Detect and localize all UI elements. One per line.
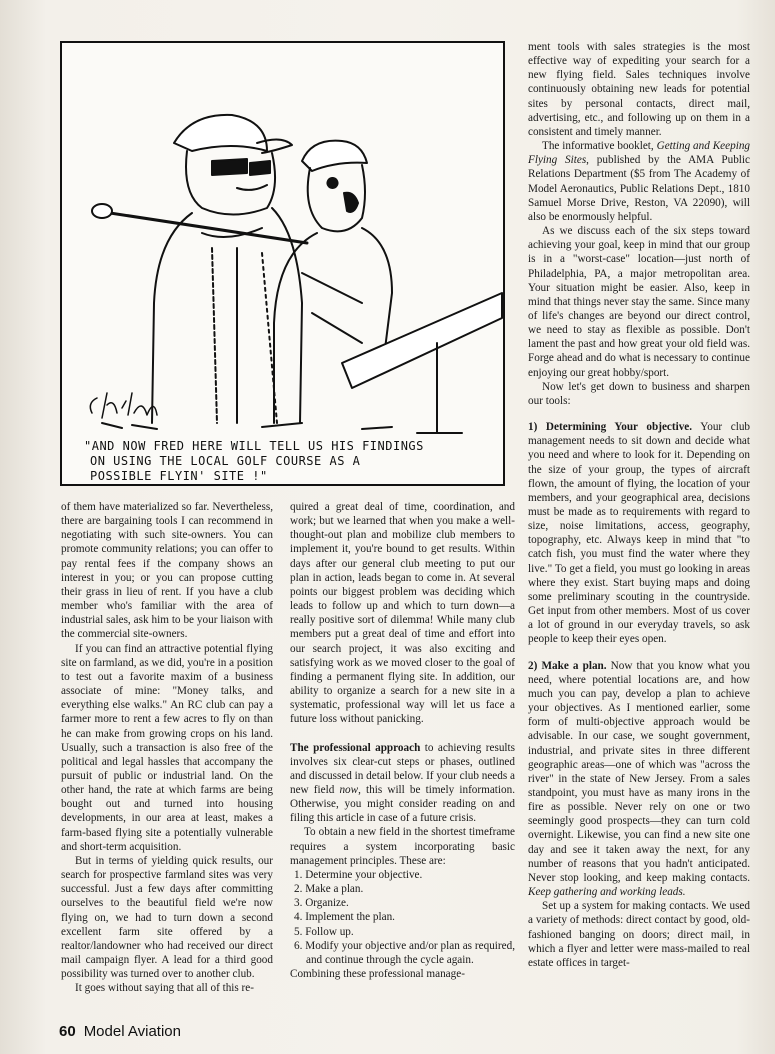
- paragraph: of them have materialized so far. Nevertheless, there are bargaining tools I can recommend in negotiating with such site-owners. You can promote community relations; you can offer to pay rental fees if the company shows an interest in you; or you can propose cutting their grass in lieu of rent. If you have a club member who's familiar with the area of industrial sales, ask him to be your liaison with the commercial site-owners.: [61, 501, 273, 641]
- paragraph: [290, 741, 515, 826]
- magazine-name: Model Aviation: [83, 1023, 181, 1040]
- article-column-2: [290, 500, 515, 981]
- emphasis: Keep gathering and working leads.: [528, 886, 686, 899]
- text: , this will be timely information. Otherwise, you might consider reading on and filing this article in case of a future crisis.: [290, 783, 515, 825]
- list-item: 3. Organize.: [294, 897, 349, 910]
- emphasis: now: [339, 783, 359, 796]
- section-determining-objective: [528, 420, 750, 647]
- list-item: 5. Follow up.: [294, 925, 354, 938]
- article-column-1: [61, 500, 273, 995]
- paragraph: Combining these professional manage-: [290, 968, 465, 980]
- text: , published by the AMA Public Relations Department ($5 from The Academy of Model Aeronautics, Public Relations Dept., 1810 Samuel Morse Drive, Reston, VA 22090), will also be enormously helpful.: [528, 154, 750, 223]
- paragraph: To obtain a new field in the shortest timeframe requires a system incorporating basic management principles. These are:: [290, 826, 515, 867]
- paragraph: [528, 139, 750, 224]
- bold-lead-in: The professional approach: [290, 741, 421, 754]
- cartoon-illustration: [62, 43, 503, 484]
- section-heading: 1) Determining Your objective.: [528, 421, 693, 434]
- text: Now that you know what you need, where potential locations are, and how much you can pay, develop a plan to achieve your objectives. As I mentioned earlier, some form of multi-objective approach would be advisable. In our case, we sought government, industrial, and private sites in three different geographic areas—one of which was "across the river" in the state of New Jersey. From a sales standpoint, you must have as many irons in the fire as possible. Never rely on one or two seemingly good prospects—they can turn cold overnight. Likewise, you can find a new site one day and see it taken away the next, for any number of reasons that you hadn't anticipated. Never stop looking, and keep making contacts.: [528, 659, 750, 884]
- caption-line: POSSIBLE FLYIN' SITE !": [90, 469, 268, 483]
- list-item: 6. Modify your objective and/or plan as required, and continue through the cycle again.: [294, 939, 515, 966]
- booklet-title: Getting and Keeping Flying Sites: [528, 140, 751, 167]
- cartoon-signature: [92, 423, 95, 424]
- page-footer: [59, 1023, 181, 1040]
- cartoon-caption: [84, 439, 504, 484]
- paragraph: ment tools with sales strategies is the most effective way of expediting your search for a new flying field. Sales techniques involve continuously obtaining new leads for potential sites by personal contacts, direct mail, advertising, etc., and following up on them in a consistent and timely manner.: [528, 41, 750, 138]
- steps-list: [290, 868, 515, 967]
- list-item: 4. Implement the plan.: [294, 911, 395, 924]
- text: to achieving results involves six clear-cut steps or phases, outlined and discussed in detail below. If your club needs a new field: [290, 741, 515, 796]
- caption-line: ON USING THE LOCAL GOLF COURSE AS A: [90, 454, 361, 468]
- list-item: 1. Determine your objective.: [294, 868, 423, 881]
- article-column-3: [528, 40, 750, 970]
- section-make-plan: [528, 659, 750, 900]
- text: The informative booklet,: [542, 140, 657, 153]
- section-heading: 2) Make a plan.: [528, 659, 607, 672]
- caption-line: "AND NOW FRED HERE WILL TELL US HIS FINDINGS: [84, 439, 424, 453]
- paragraph: quired a great deal of time, coordination, and work; but we learned that when you make a well-thought-out plan and mobilize club members to implement it, you're bound to get results. Within days after our general club meeting to put our plan in action, leads began to come in. At several points our biggest problem was deciding which leads to follow up and which to turn down—a really positive sort of dilemma! While many club members put a great deal of time and effort into our search project, it was also exciting and satisfying work as we moved closer to the goal of finding a permanent flying site. In addition, our ability to organize a search for a new site in a systematic, professional way will let us face a future loss without panicking.: [290, 501, 515, 726]
- paragraph: Now let's get down to business and sharpen our tools:: [528, 380, 750, 407]
- paragraph: As we discuss each of the six steps toward achieving your goal, keep in mind that our group is in a "worst-case" location—just north of Philadelphia, PA, a major metropolitan area. Your situation might be easier. Also, keep in mind that things never stay the same. Since many of life's changes are beyond our direct control, we need to stay as flexible as possible. Don't lament the past and how great your old field was. Forge ahead and do what is necessary to continue enjoying our great hobby/sport.: [528, 225, 750, 379]
- paragraph: If you can find an attractive potential flying site on farmland, as we did, you're in a position to test out a favorite maxim of a business associate of mine: "Money talks, and everything else walks." An RC club can pay a farmer more to rent a few acres to fly on than he can make from growing crops on his land. Usually, such a transaction is also free of the political and legal hassles that accompany the pursuit of public or industrial land. On the other hand, the rate at which farms are being bought out and turned into housing developments, in our area at least, makes a farm-based flying site a potentially vulnerable and short-term acquisition.: [61, 642, 273, 853]
- text: Your club management needs to sit down and decide what you need and where to look for it. Depending on the size of your group, the types of aircraft flown, the amount of flying, the location of your members, and your geographical area, decisions must be made as to requirements with regard to size, noise limitations, access, geography, topography, etc. Always keep in mind that "to catch fish, you must find the water where they live." To get a field, you must go looking in areas where they exist. Start buying maps and doing some preliminary scouting in the countryside. Get input from other members. Most of us cover a lot of ground in our everyday travels, so ask people to keep their eyes open.: [528, 421, 751, 646]
- paragraph: Set up a system for making contacts. We used a variety of methods: direct contact by good, old-fashioned banging on doors; direct mail, in which a flyer and letter were mass-mailed to real estate offices in target-: [528, 900, 750, 969]
- list-item: 2. Make a plan.: [294, 883, 364, 896]
- paragraph: But in terms of yielding quick results, our search for prospective farmland sites was very successful. Just a few days after committing ourselves to the beautiful field we're now flying on, we had to turn down a second excellent farm site offered by a realtor/landowner who had received our direct mail campaign flyer. A lead for a third good possibility was turned over to another club.: [61, 854, 273, 981]
- paragraph: It goes without saying that all of this re-: [75, 982, 254, 995]
- cartoon-panel: [60, 41, 505, 486]
- page-number: 60: [59, 1023, 76, 1040]
